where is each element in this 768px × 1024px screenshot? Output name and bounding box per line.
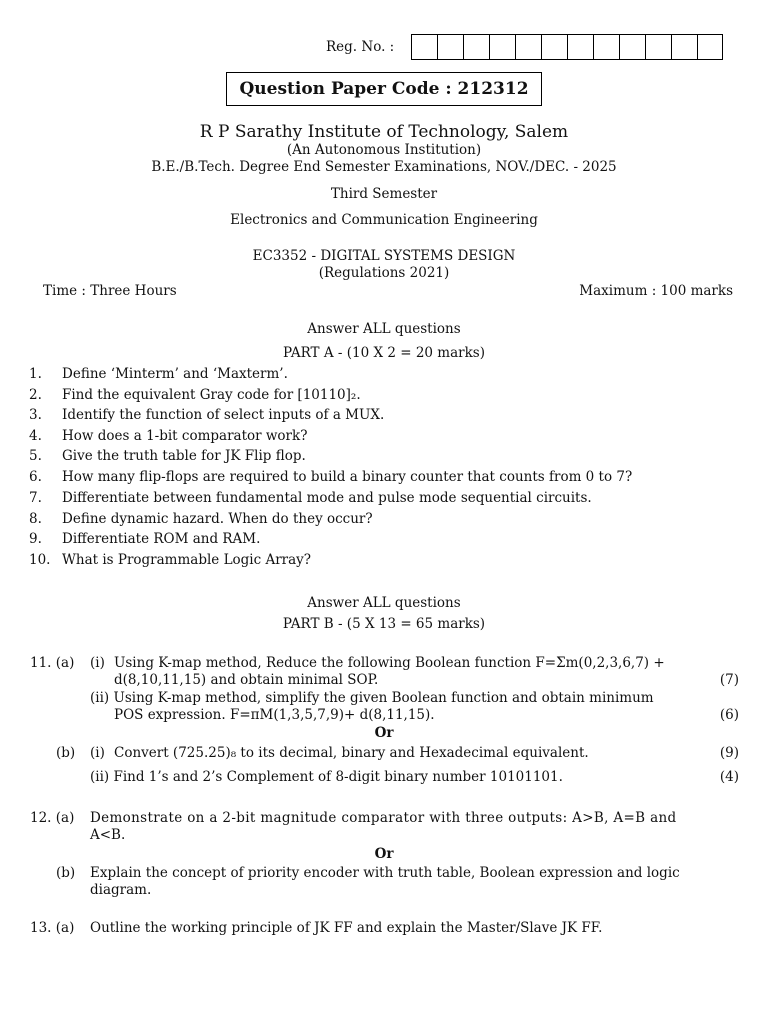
reg-digit-box bbox=[619, 34, 645, 60]
question-text: d(8,10,11,15) and obtain minimal SOP. bbox=[114, 672, 379, 688]
question-text: (ii) Find 1’s and 2’s Complement of 8-digit binary number 10101101. bbox=[90, 769, 563, 785]
semester: Third Semester bbox=[330, 186, 438, 202]
marks: (4) bbox=[719, 769, 739, 785]
regulation: (Regulations 2021) bbox=[318, 265, 450, 281]
exam-title: B.E./B.Tech. Degree End Semester Examinations, NOV./DEC. - 2025 bbox=[151, 159, 617, 175]
reg-digit-box bbox=[463, 34, 489, 60]
question-text: Outline the working principle of JK FF and explain the Master/Slave JK FF. bbox=[90, 920, 603, 936]
question-text: Explain the concept of priority encoder with truth table, Boolean expression and logic bbox=[90, 865, 680, 881]
subpart-label: (b) bbox=[56, 745, 76, 761]
part-b-instruction: Answer ALL questions bbox=[307, 595, 461, 611]
question-text: Differentiate ROM and RAM. bbox=[62, 531, 261, 547]
question-number: 3. bbox=[29, 407, 42, 423]
question-text: Differentiate between fundamental mode and pulse mode sequential circuits. bbox=[62, 490, 592, 506]
department: Electronics and Communication Engineering bbox=[230, 212, 538, 228]
or-separator: Or bbox=[374, 846, 394, 862]
question-text: Give the truth table for JK Flip flop. bbox=[62, 448, 306, 464]
reg-no-boxes bbox=[411, 34, 723, 60]
part-b-title: PART B - (5 X 13 = 65 marks) bbox=[282, 616, 486, 632]
reg-digit-box bbox=[645, 34, 671, 60]
marks: (7) bbox=[719, 672, 739, 688]
marks: (6) bbox=[719, 707, 739, 723]
reg-digit-box bbox=[437, 34, 463, 60]
question-number: 4. bbox=[29, 428, 42, 444]
question-text: Using K-map method, Reduce the following Boolean function F=Σm(0,2,3,6,7) + bbox=[114, 655, 665, 671]
question-number: 8. bbox=[29, 511, 42, 527]
question-text: diagram. bbox=[90, 882, 152, 898]
question-text: Find the equivalent Gray code for [10110]₂. bbox=[62, 387, 361, 403]
part-a-instruction: Answer ALL questions bbox=[307, 321, 461, 337]
course-title: EC3352 - DIGITAL SYSTEMS DESIGN bbox=[252, 248, 516, 264]
subpart-label: (i) bbox=[90, 745, 105, 761]
time-label: Time : Three Hours bbox=[43, 283, 177, 299]
question-number: 11. (a) bbox=[30, 655, 75, 671]
question-number: 5. bbox=[29, 448, 42, 464]
question-number: 6. bbox=[29, 469, 42, 485]
question-text: How many flip-flops are required to build a binary counter that counts from 0 to 7? bbox=[62, 469, 633, 485]
question-number: 10. bbox=[29, 552, 51, 568]
subpart-label: (i) bbox=[90, 655, 105, 671]
marks: (9) bbox=[719, 745, 739, 761]
reg-digit-box bbox=[697, 34, 723, 60]
question-text: Identify the function of select inputs of a MUX. bbox=[62, 407, 385, 423]
reg-digit-box bbox=[567, 34, 593, 60]
question-text: Demonstrate on a 2-bit magnitude comparator with three outputs: A>B, A=B and bbox=[90, 810, 677, 826]
question-number: 7. bbox=[29, 490, 42, 506]
reg-no-label: Reg. No. : bbox=[326, 39, 395, 55]
question-number: 1. bbox=[29, 366, 42, 382]
question-text: Define ‘Minterm’ and ‘Maxterm’. bbox=[62, 366, 288, 382]
reg-digit-box bbox=[489, 34, 515, 60]
question-number: 9. bbox=[29, 531, 42, 547]
question-number: 2. bbox=[29, 387, 42, 403]
college-name: R P Sarathy Institute of Technology, Salem bbox=[199, 122, 569, 142]
autonomous-note: (An Autonomous Institution) bbox=[286, 142, 482, 158]
question-number: 12. (a) bbox=[30, 810, 75, 826]
part-a-title: PART A - (10 X 2 = 20 marks) bbox=[283, 345, 485, 361]
question-text: Define dynamic hazard. When do they occur? bbox=[62, 511, 373, 527]
question-text: Convert (725.25)₈ to its decimal, binary and Hexadecimal equivalent. bbox=[114, 745, 589, 761]
question-text: (ii) Using K-map method, simplify the given Boolean function and obtain minimum bbox=[90, 690, 654, 706]
question-paper-code: Question Paper Code : 212312 bbox=[226, 72, 542, 106]
reg-digit-box bbox=[541, 34, 567, 60]
reg-digit-box bbox=[671, 34, 697, 60]
question-text: What is Programmable Logic Array? bbox=[62, 552, 312, 568]
question-number: 13. (a) bbox=[30, 920, 75, 936]
reg-digit-box bbox=[593, 34, 619, 60]
reg-digit-box bbox=[411, 34, 437, 60]
reg-digit-box bbox=[515, 34, 541, 60]
max-marks-label: Maximum : 100 marks bbox=[579, 283, 733, 299]
or-separator: Or bbox=[374, 725, 394, 741]
subpart-label: (b) bbox=[56, 865, 76, 881]
question-text: A<B. bbox=[90, 827, 126, 843]
question-text: POS expression. F=πM(1,3,5,7,9)+ d(8,11,15). bbox=[114, 707, 435, 723]
question-text: How does a 1-bit comparator work? bbox=[62, 428, 308, 444]
